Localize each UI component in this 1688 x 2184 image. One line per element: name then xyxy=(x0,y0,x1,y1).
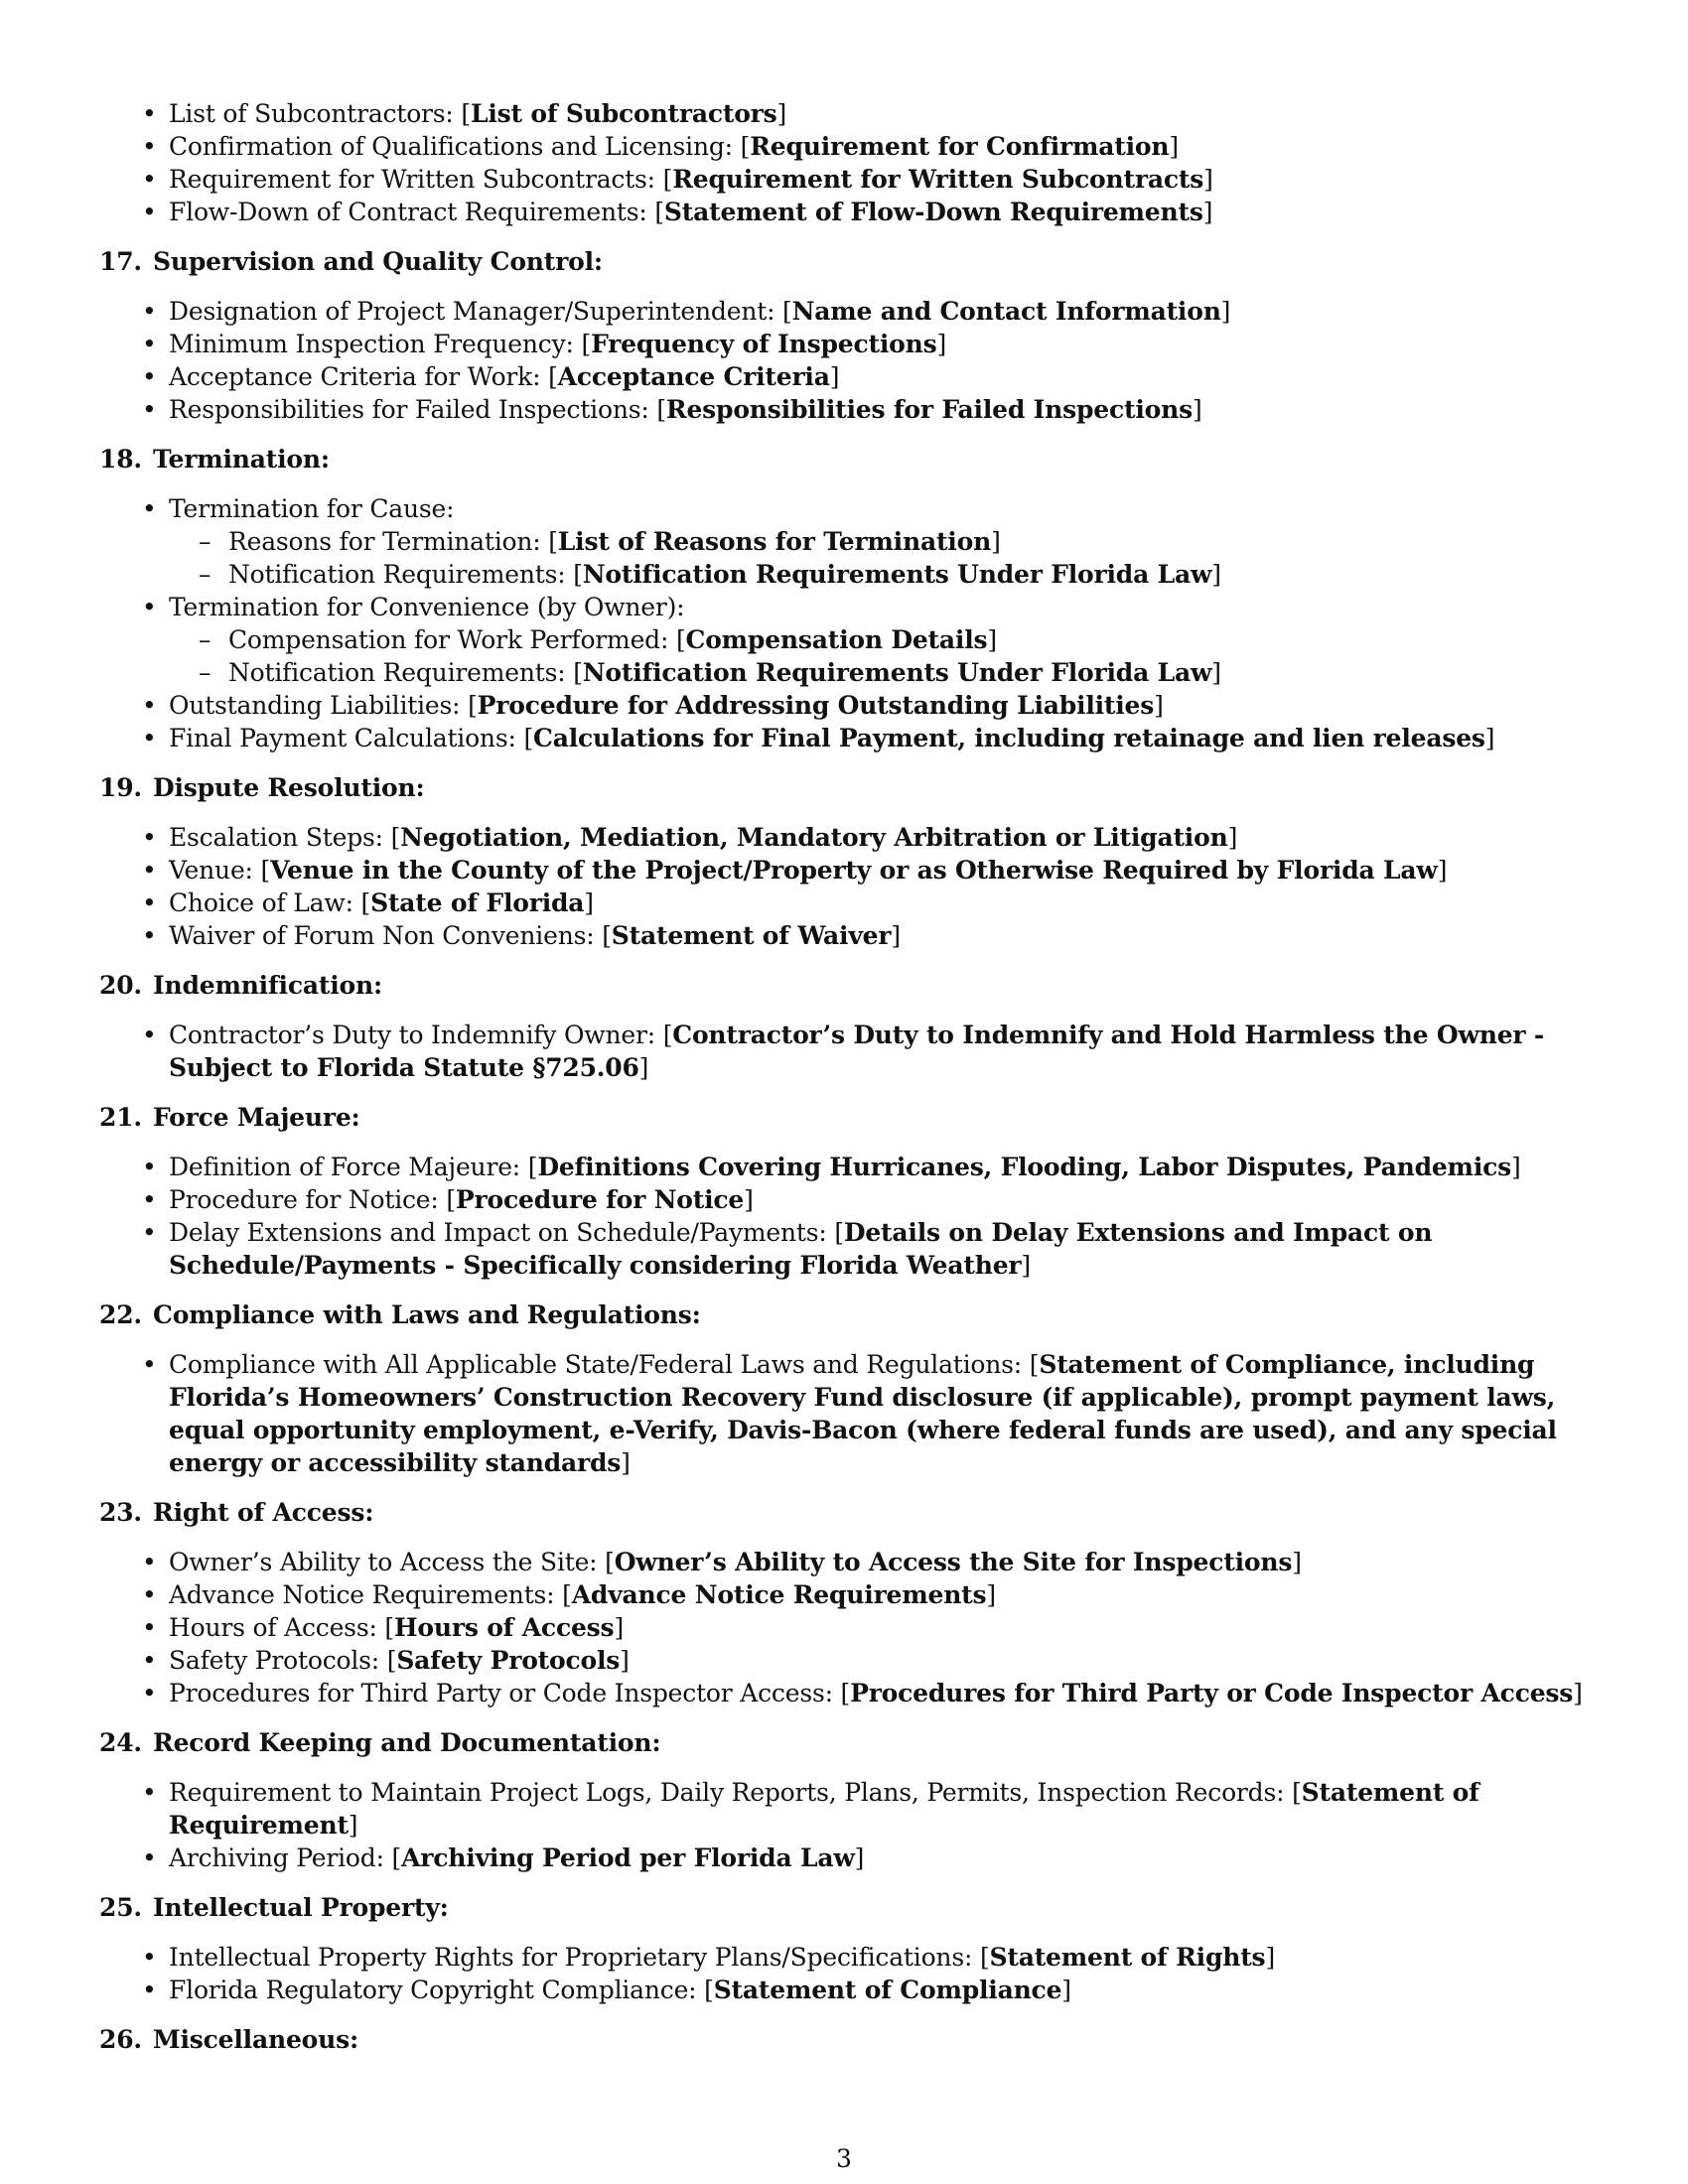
item-placeholder-value: Acceptance Criteria xyxy=(557,362,830,391)
section-heading xyxy=(99,1726,1589,1759)
list-item: • Compliance with All Applicable State/Federal Laws and Regulations: [Statement of Compliance, including Florida’s Homeowners’ Construction Recovery Fund disclosure (if applicable), prompt payment laws, equal opportunity employment, e-Verify, Davis-Bacon (where federal funds are used), and any special energy or accessibility standards] xyxy=(169,1348,1589,1479)
item-label: Owner’s Ability to Access the Site: xyxy=(169,1548,606,1576)
section-title: Supervision and Quality Control: xyxy=(153,247,603,276)
item-label: Archiving Period: xyxy=(169,1843,392,1872)
sub-list-item: – Compensation for Work Performed: [Compensation Details] xyxy=(228,623,1589,656)
list-item: • Escalation Steps: [Negotiation, Mediation, Mandatory Arbitration or Litigation] xyxy=(169,821,1589,854)
item-label: Acceptance Criteria for Work: xyxy=(169,362,549,391)
section-number: 21. xyxy=(99,1103,142,1132)
list-item: • Acceptance Criteria for Work: [Acceptance Criteria] xyxy=(169,360,1589,393)
section-list xyxy=(99,1151,1589,1282)
item-placeholder-value: Negotiation, Mediation, Mandatory Arbitration or Litigation xyxy=(400,823,1228,852)
item-label: Contractor’s Duty to Indemnify Owner: xyxy=(169,1021,663,1049)
item-placeholder-value: Notification Requirements Under Florida Law xyxy=(582,658,1212,687)
section-title: Intellectual Property: xyxy=(153,1893,449,1922)
item-placeholder-value: List of Subcontractors xyxy=(470,99,777,128)
section-title: Right of Access: xyxy=(153,1498,374,1527)
item-label: Responsibilities for Failed Inspections: xyxy=(169,395,657,424)
item-placeholder-value: Statement of Compliance, including Florida’s Homeowners’ Construction Recovery Fund disclosure (if applicable), prompt payment laws, equal opportunity employment, e-Verify, Davis-Bacon (where federal funds are used), and any special energy or accessibility standards xyxy=(169,1350,1557,1477)
section-heading xyxy=(99,1891,1589,1924)
section-heading xyxy=(99,771,1589,804)
list-item: • Responsibilities for Failed Inspections: [Responsibilities for Failed Inspections] xyxy=(169,393,1589,426)
list-item: • List of Subcontractors: [List of Subcontractors] xyxy=(169,97,1589,130)
item-label: Minimum Inspection Frequency: xyxy=(169,330,582,358)
list-item: • Venue: [Venue in the County of the Project/Property or as Otherwise Required by Florida Law] xyxy=(169,854,1589,887)
section-heading xyxy=(99,443,1589,476)
item-placeholder-value: Statement of Rights xyxy=(989,1943,1266,1972)
item-placeholder-value: Hours of Access xyxy=(393,1613,615,1642)
list-item: • Choice of Law: [State of Florida] xyxy=(169,887,1589,919)
item-label: Flow-Down of Contract Requirements: xyxy=(169,198,655,226)
item-label: Designation of Project Manager/Superintendent: xyxy=(169,297,783,326)
item-label: Advance Notice Requirements: xyxy=(169,1580,563,1609)
sub-list xyxy=(169,525,1589,591)
section-heading xyxy=(99,1101,1589,1134)
item-label: Termination for Cause: xyxy=(169,494,455,523)
section-number: 20. xyxy=(99,971,142,1000)
item-label: Notification Requirements: xyxy=(228,560,574,589)
section-title: Dispute Resolution: xyxy=(153,773,425,802)
list-item: • Final Payment Calculations: [Calculations for Final Payment, including retainage and lien releases] xyxy=(169,722,1589,754)
section-title: Indemnification: xyxy=(153,971,382,1000)
item-label: Hours of Access: xyxy=(169,1613,385,1642)
item-label: Reasons for Termination: xyxy=(228,527,549,556)
item-label: Definition of Force Majeure: xyxy=(169,1153,528,1181)
list-item: • Waiver of Forum Non Conveniens: [Statement of Waiver] xyxy=(169,919,1589,952)
item-placeholder-value: Calculations for Final Payment, including retainage and lien releases xyxy=(533,724,1485,752)
section-heading xyxy=(99,1298,1589,1331)
item-placeholder-value: State of Florida xyxy=(370,888,585,917)
section-title: Force Majeure: xyxy=(153,1103,360,1132)
item-label: Intellectual Property Rights for Proprietary Plans/Specifications: xyxy=(169,1943,980,1972)
item-label: Delay Extensions and Impact on Schedule/Payments: xyxy=(169,1218,835,1247)
item-placeholder-value: Statement of Flow-Down Requirements xyxy=(663,198,1203,226)
section-list xyxy=(99,1941,1589,2006)
item-label: Compliance with All Applicable State/Federal Laws and Regulations: xyxy=(169,1350,1030,1379)
item-placeholder-value: Safety Protocols xyxy=(396,1646,621,1675)
item-placeholder-value: Archiving Period per Florida Law xyxy=(401,1843,855,1872)
section-number: 25. xyxy=(99,1893,142,1922)
item-placeholder-value: Definitions Covering Hurricanes, Flooding, Labor Disputes, Pandemics xyxy=(537,1153,1512,1181)
item-label: Florida Regulatory Copyright Compliance: xyxy=(169,1976,705,2004)
item-label: Venue: xyxy=(169,856,261,885)
item-placeholder-value: Statement of Requirement xyxy=(169,1778,1479,1840)
item-placeholder-value: Statement of Waiver xyxy=(611,921,892,950)
item-placeholder-value: Compensation Details xyxy=(685,625,988,654)
sub-list-item: – Notification Requirements: [Notification Requirements Under Florida Law] xyxy=(228,656,1589,689)
document-body xyxy=(99,97,1589,2073)
section-number: 18. xyxy=(99,445,142,474)
section-title: Termination: xyxy=(153,445,330,474)
page-number: 3 xyxy=(836,2144,852,2173)
item-placeholder-value: List of Reasons for Termination xyxy=(557,527,992,556)
item-placeholder-value: Contractor’s Duty to Indemnify and Hold Harmless the Owner - Subject to Florida Statute §725.06 xyxy=(169,1021,1545,1082)
section-list xyxy=(99,492,1589,754)
item-placeholder-value: Requirement for Confirmation xyxy=(750,132,1170,161)
item-label: Termination for Convenience (by Owner): xyxy=(169,593,685,621)
section-list xyxy=(99,1348,1589,1479)
list-item: • Procedures for Third Party or Code Inspector Access: [Procedures for Third Party or Code Inspector Access] xyxy=(169,1677,1589,1709)
sections-container xyxy=(99,245,1589,2056)
item-label: Safety Protocols: xyxy=(169,1646,387,1675)
subcontractor-list xyxy=(99,97,1589,228)
section-title: Record Keeping and Documentation: xyxy=(153,1728,661,1757)
section-list xyxy=(99,295,1589,426)
item-label: Procedure for Notice: xyxy=(169,1185,447,1214)
item-label: Procedures for Third Party or Code Inspector Access: xyxy=(169,1679,841,1707)
list-item: • Hours of Access: [Hours of Access] xyxy=(169,1611,1589,1644)
section-number: 24. xyxy=(99,1728,142,1757)
section-number: 22. xyxy=(99,1300,142,1329)
list-item: • Intellectual Property Rights for Proprietary Plans/Specifications: [Statement of Rights] xyxy=(169,1941,1589,1974)
item-placeholder-value: Advance Notice Requirements xyxy=(571,1580,987,1609)
sub-list-item: – Reasons for Termination: [List of Reasons for Termination] xyxy=(228,525,1589,558)
section-list xyxy=(99,1546,1589,1709)
item-label: Final Payment Calculations: xyxy=(169,724,524,752)
list-item: • Definition of Force Majeure: [Definitions Covering Hurricanes, Flooding, Labor Disputes, Pandemics] xyxy=(169,1151,1589,1183)
section-list xyxy=(99,821,1589,952)
item-placeholder-value: Responsibilities for Failed Inspections xyxy=(665,395,1193,424)
list-item: • Delay Extensions and Impact on Schedule/Payments: [Details on Delay Extensions and Impact on Schedule/Payments - Specifically considering Florida Weather] xyxy=(169,1216,1589,1282)
item-label: Waiver of Forum Non Conveniens: xyxy=(169,921,603,950)
list-item: • Archiving Period: [Archiving Period per Florida Law] xyxy=(169,1842,1589,1874)
section-heading xyxy=(99,969,1589,1002)
list-item: • Outstanding Liabilities: [Procedure for Addressing Outstanding Liabilities] xyxy=(169,689,1589,722)
section-number: 23. xyxy=(99,1498,142,1527)
item-label: Notification Requirements: xyxy=(228,658,574,687)
section-heading xyxy=(99,1496,1589,1529)
item-placeholder-value: Venue in the County of the Project/Property or as Otherwise Required by Florida Law xyxy=(270,856,1438,885)
list-item: • Designation of Project Manager/Superintendent: [Name and Contact Information] xyxy=(169,295,1589,328)
list-item: • Florida Regulatory Copyright Compliance: [Statement of Compliance] xyxy=(169,1974,1589,2006)
list-item: • Procedure for Notice: [Procedure for Notice] xyxy=(169,1183,1589,1216)
list-item: • Contractor’s Duty to Indemnify Owner: [Contractor’s Duty to Indemnify and Hold Harmless the Owner - Subject to Florida Statute §725.06] xyxy=(169,1019,1589,1084)
item-placeholder-value: Statement of Compliance xyxy=(713,1976,1062,2004)
item-placeholder-value: Name and Contact Information xyxy=(791,297,1221,326)
item-placeholder-value: Procedures for Third Party or Code Inspector Access xyxy=(850,1679,1574,1707)
sub-list xyxy=(169,623,1589,689)
item-label: Outstanding Liabilities: xyxy=(169,691,469,720)
item-placeholder-value: Details on Delay Extensions and Impact on Schedule/Payments - Specifically considering Florida Weather xyxy=(169,1218,1433,1280)
item-label: Choice of Law: xyxy=(169,888,361,917)
list-item: • Flow-Down of Contract Requirements: [Statement of Flow-Down Requirements] xyxy=(169,196,1589,228)
item-placeholder-value: Notification Requirements Under Florida Law xyxy=(582,560,1212,589)
item-label: Compensation for Work Performed: xyxy=(228,625,676,654)
section-heading xyxy=(99,2023,1589,2056)
list-item xyxy=(169,591,1589,689)
item-placeholder-value: Owner’s Ability to Access the Site for Inspections xyxy=(614,1548,1293,1576)
item-placeholder-value: Procedure for Notice xyxy=(455,1185,745,1214)
section-list xyxy=(99,1019,1589,1084)
item-label: List of Subcontractors: xyxy=(169,99,462,128)
sub-list-item: – Notification Requirements: [Notification Requirements Under Florida Law] xyxy=(228,558,1589,591)
list-item: • Advance Notice Requirements: [Advance Notice Requirements] xyxy=(169,1578,1589,1611)
item-label: Confirmation of Qualifications and Licensing: xyxy=(169,132,741,161)
item-label: Requirement for Written Subcontracts: xyxy=(169,165,663,194)
item-label: Requirement to Maintain Project Logs, Daily Reports, Plans, Permits, Inspection Records: xyxy=(169,1778,1293,1807)
item-placeholder-value: Requirement for Written Subcontracts xyxy=(672,165,1204,194)
list-item: • Requirement to Maintain Project Logs, Daily Reports, Plans, Permits, Inspection Records: [Statement of Requirement] xyxy=(169,1776,1589,1842)
list-item: • Confirmation of Qualifications and Licensing: [Requirement for Confirmation] xyxy=(169,130,1589,163)
section-list xyxy=(99,1776,1589,1874)
section-title: Miscellaneous: xyxy=(153,2025,359,2054)
list-item: • Safety Protocols: [Safety Protocols] xyxy=(169,1644,1589,1677)
section-heading xyxy=(99,245,1589,278)
item-placeholder-value: Procedure for Addressing Outstanding Liabilities xyxy=(477,691,1155,720)
list-item: • Minimum Inspection Frequency: [Frequency of Inspections] xyxy=(169,328,1589,360)
item-placeholder-value: Frequency of Inspections xyxy=(591,330,937,358)
section-number: 17. xyxy=(99,247,142,276)
section-number: 19. xyxy=(99,773,142,802)
item-label: Escalation Steps: xyxy=(169,823,391,852)
list-item: • Owner’s Ability to Access the Site: [Owner’s Ability to Access the Site for Inspections] xyxy=(169,1546,1589,1578)
section-number: 26. xyxy=(99,2025,142,2054)
section-title: Compliance with Laws and Regulations: xyxy=(153,1300,701,1329)
list-item: • Requirement for Written Subcontracts: [Requirement for Written Subcontracts] xyxy=(169,163,1589,196)
list-item xyxy=(169,492,1589,591)
